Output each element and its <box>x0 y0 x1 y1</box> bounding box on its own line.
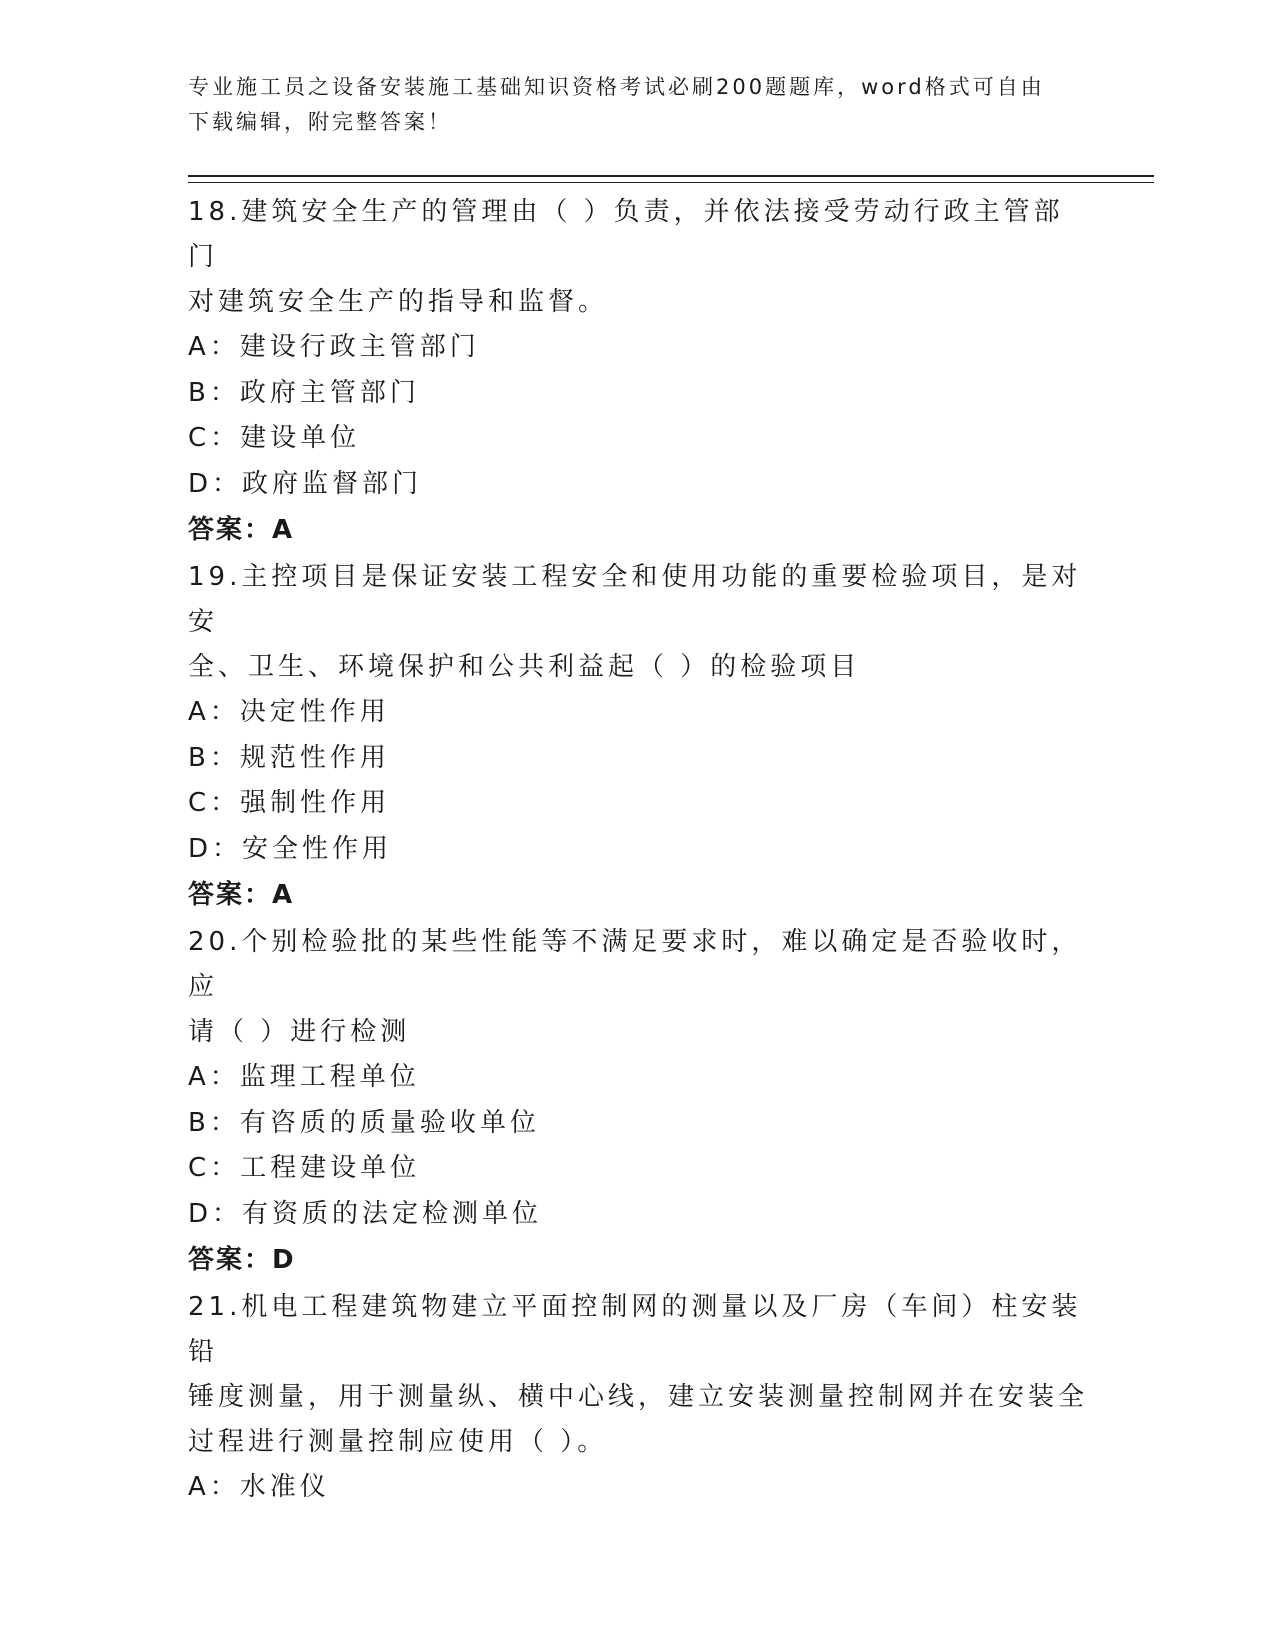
question-stem-line: 20.个别检验批的某些性能等不满足要求时，难以确定是否验收时，应 <box>188 927 1082 1002</box>
question-stem-line: 过程进行测量控制应使用（ ）。 <box>188 1427 608 1457</box>
option-c: C：工程建设单位 <box>188 1153 421 1183</box>
question-stem-line: 锤度测量，用于测量纵、横中心线，建立安装测量控制网并在安装全 <box>188 1382 1089 1412</box>
question-19 <box>188 555 1088 918</box>
answer: 答案：D <box>188 1245 296 1275</box>
option-a: A：监理工程单位 <box>188 1062 420 1092</box>
header-line-1: 专业施工员之设备安装施工基础知识资格考试必刷200题题库，word格式可自由 <box>188 75 1045 99</box>
option-c: C：建设单位 <box>188 423 361 453</box>
option-d: D：安全性作用 <box>188 833 393 864</box>
question-18 <box>188 190 1088 553</box>
option-b: B：规范性作用 <box>188 742 390 773</box>
header-rule-thin <box>188 182 1154 183</box>
option-d: D：政府监督部门 <box>188 468 423 499</box>
question-stem-line: 对建筑安全生产的指导和监督。 <box>188 287 609 317</box>
option-a: A：决定性作用 <box>188 697 390 727</box>
question-20 <box>188 920 1088 1283</box>
option-a: A：水准仪 <box>188 1472 330 1502</box>
option-b: B：政府主管部门 <box>188 377 420 408</box>
option-d: D：有资质的法定检测单位 <box>188 1198 543 1229</box>
option-c: C：强制性作用 <box>188 788 391 818</box>
header-line-2: 下载编辑，附完整答案！ <box>188 110 452 134</box>
question-stem-line: 19.主控项目是保证安装工程安全和使用功能的重要检验项目，是对安 <box>188 562 1082 637</box>
option-a: A：建设行政主管部门 <box>188 332 480 362</box>
answer: 答案：A <box>188 880 295 910</box>
question-stem-line: 21.机电工程建筑物建立平面控制网的测量以及厂房（车间）柱安装铅 <box>188 1292 1082 1367</box>
document-header <box>188 70 1088 140</box>
question-stem-line: 全、卫生、环境保护和公共利益起（ ）的检验项目 <box>188 652 861 682</box>
question-21 <box>188 1285 1088 1511</box>
option-b: B：有咨质的质量验收单位 <box>188 1107 540 1138</box>
answer: 答案：A <box>188 515 295 545</box>
question-stem-line: 请（ ）进行检测 <box>188 1017 411 1047</box>
header-rule-thick <box>188 175 1154 177</box>
question-stem-line: 18.建筑安全生产的管理由（ ）负责，并依法接受劳动行政主管部门 <box>188 197 1064 272</box>
